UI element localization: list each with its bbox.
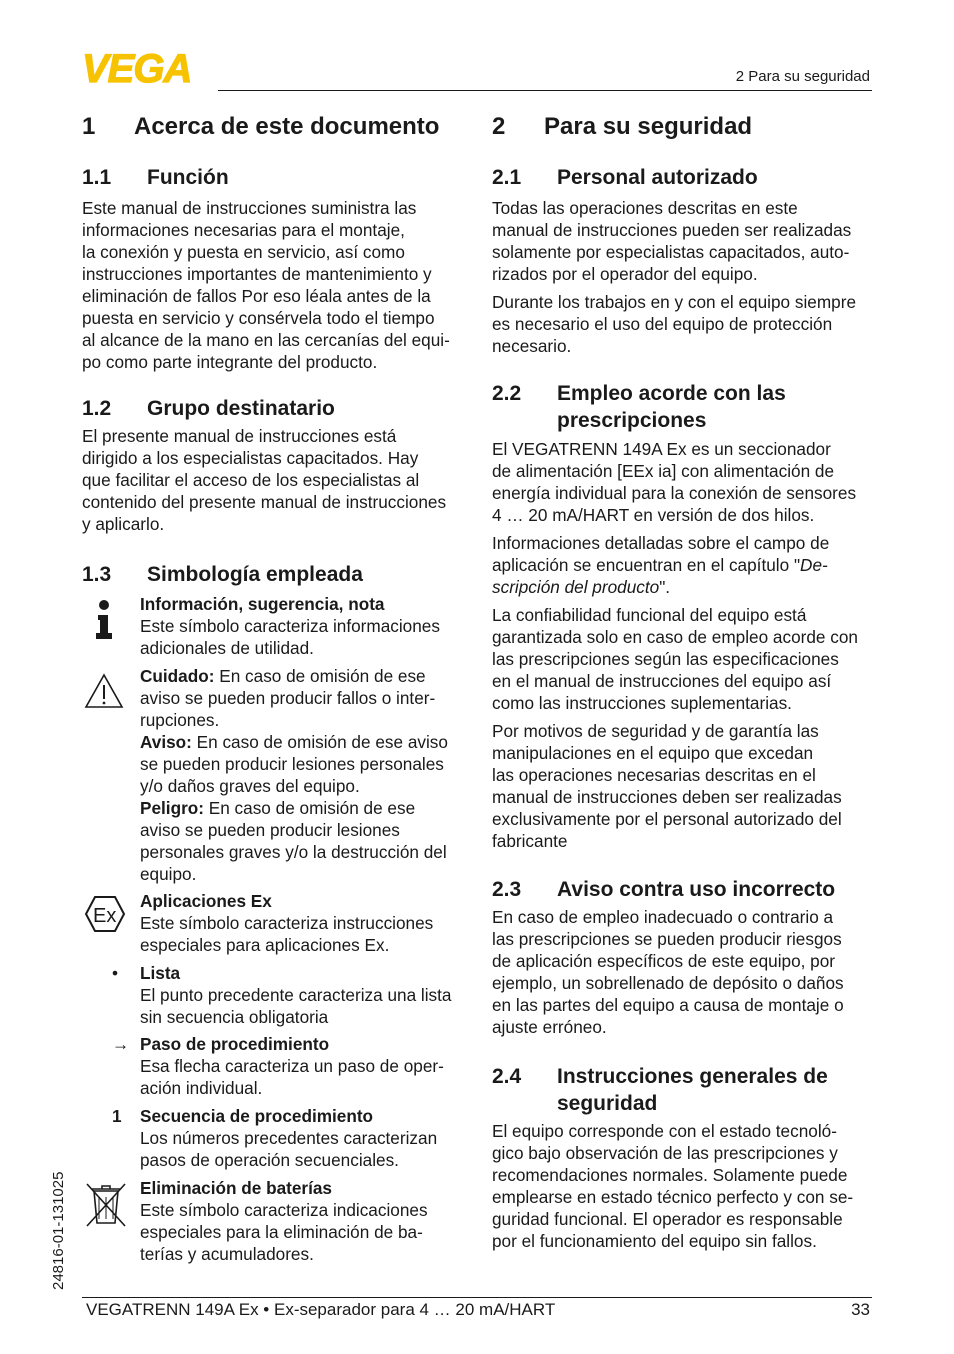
section-heading: 2.3 Aviso contra uso incorrecto [492, 878, 836, 901]
section-heading: 2.4 Instrucciones generales de seguridad [492, 1065, 828, 1115]
ex-hexagon-icon [84, 895, 126, 933]
paragraph: El VEGATRENN 149A Ex es un seccionador de alimentación [EEx ia] con alimentación de energía individual para la conexión de sensores 4 … 20 mA/HART en versión de dos hilos. [492, 439, 857, 525]
footer-title: VEGATRENN 149A Ex • Ex-separador para 4 … 20 mA/HART [86, 1300, 556, 1319]
section-heading: 1.1 Función [82, 166, 229, 189]
header-divider [218, 90, 872, 91]
chapter-2-heading: 2 Para su seguridad [492, 113, 753, 140]
section-body: El presente manual de instrucciones está dirigido a los especialistas capacitados. Hay que facilitar el acceso de los especialistas al contenido del presente manual de instrucciones y aplicarlo. [82, 426, 447, 534]
vega-logo [82, 50, 212, 86]
symbol-ex: Ex Aplicaciones Ex Este símbolo caracteriza instrucciones especiales para aplicaciones Ex. [82, 890, 468, 956]
symbol-caution: Cuidado: En caso de omisión de ese aviso se pueden producir fallos o inter- rupciones. Aviso: En caso de omisión de ese aviso se pueden producir lesiones personales y/o daños graves del equipo. Peligro: En caso de omisión de ese aviso se pueden producir lesiones personales graves y/o la destrucción del equipo. [82, 665, 468, 885]
section-1-1 [82, 164, 468, 373]
svg-text:Ex: Ex [93, 905, 117, 927]
chapter-1-heading: 1 Acerca de este documento [82, 113, 440, 140]
section-2-3 [492, 876, 876, 1038]
paragraph: La confiabilidad funcional del equipo está garantizada solo en caso de empleo acorde con las prescripciones según las especificaciones en el manual de instrucciones del equipo así como las instrucciones suplementarias. [492, 605, 858, 713]
paragraph: Por motivos de seguridad y de garantía las manipulaciones en el equipo que excedan las operaciones necesarias descritas en el manual de instrucciones deben ser realizadas exclusivamente por el personal autorizado del fabricante [492, 721, 842, 851]
page-number: 33 [851, 1300, 870, 1319]
crossed-bin-icon [84, 1181, 128, 1229]
section-1-3 [82, 561, 468, 588]
section-heading: 1.3 Simbología empleada [82, 563, 363, 586]
logo-text: VEGA [82, 50, 192, 86]
symbol-list: • Lista El punto precedente caracteriza una lista sin secuencia obligatoria [112, 963, 452, 1027]
symbol-sequence: 1 Secuencia de procedimiento Los números precedentes caracterizan pasos de operación secuenciales. [112, 1106, 438, 1170]
section-2-2 [492, 380, 876, 852]
header-section-title: 2 Para su seguridad [735, 68, 870, 85]
paragraph: Durante los trabajos en y con el equipo siempre es necesario el uso del equipo de protección necesario. [492, 292, 857, 356]
symbol-battery: Eliminación de baterías Este símbolo caracteriza indicaciones especiales para la eliminación de ba- terías y acumuladores. [82, 1177, 468, 1265]
section-2-1 [492, 164, 876, 357]
sequence-number: 1 [112, 1106, 122, 1126]
footer-divider [82, 1297, 872, 1298]
document-code: 24816-01-131025 [50, 1171, 67, 1290]
bullet-icon: • [112, 963, 119, 983]
warning-triangle-icon [84, 673, 124, 709]
paragraph: Todas las operaciones descritas en este manual de instrucciones pueden ser realizadas solamente por especialistas capacitados, auto- rizados por el operador del equipo. [492, 198, 852, 284]
section-body: Este manual de instrucciones suministra las informaciones necesarias para el montaje, la conexión y puesta en servicio, así como instrucciones importantes de mantenimiento y eliminación de fallos Por eso léala antes de la puesta en servicio y consérvela todo el tiempo al alcance de la mano en las cercanías del equi- po como parte integrante del producto. [82, 198, 450, 372]
section-1-2 [82, 395, 468, 535]
symbol-info: Información, sugerencia, nota Este símbolo caracteriza informaciones adicionales de utilidad. [82, 593, 468, 659]
section-body: En caso de empleo inadecuado o contrario a las prescripciones se pueden producir riesgos de aplicación específicos de este equipo, por ejemplo, un sobrellenado de depósito o daños en las partes del equipo a causa de montaje o ajuste erróneo. [492, 907, 844, 1037]
symbol-step: → Paso de procedimiento Esa flecha caracteriza un paso de oper- ación individual. [112, 1034, 444, 1098]
section-heading: 2.1 Personal autorizado [492, 166, 758, 189]
section-2-4 [492, 1063, 876, 1252]
section-body: El equipo corresponde con el estado tecnoló- gico bajo observación de las prescripciones y recomendaciones normales. Solamente puede emplearse en estado técnico perfecto y con se- guridad funcional. El operador es responsable por el funcionamiento del equipo sin fallos. [492, 1121, 854, 1251]
arrow-right-icon: → [112, 1034, 130, 1054]
section-heading: 1.2 Grupo destinatario [82, 397, 335, 420]
info-icon [94, 599, 114, 639]
section-heading: 2.2 Empleo acorde con las prescripciones [492, 382, 786, 432]
paragraph: Informaciones detalladas sobre el campo de aplicación se encuentran en el capítulo "De- scripción del producto". [492, 533, 830, 597]
